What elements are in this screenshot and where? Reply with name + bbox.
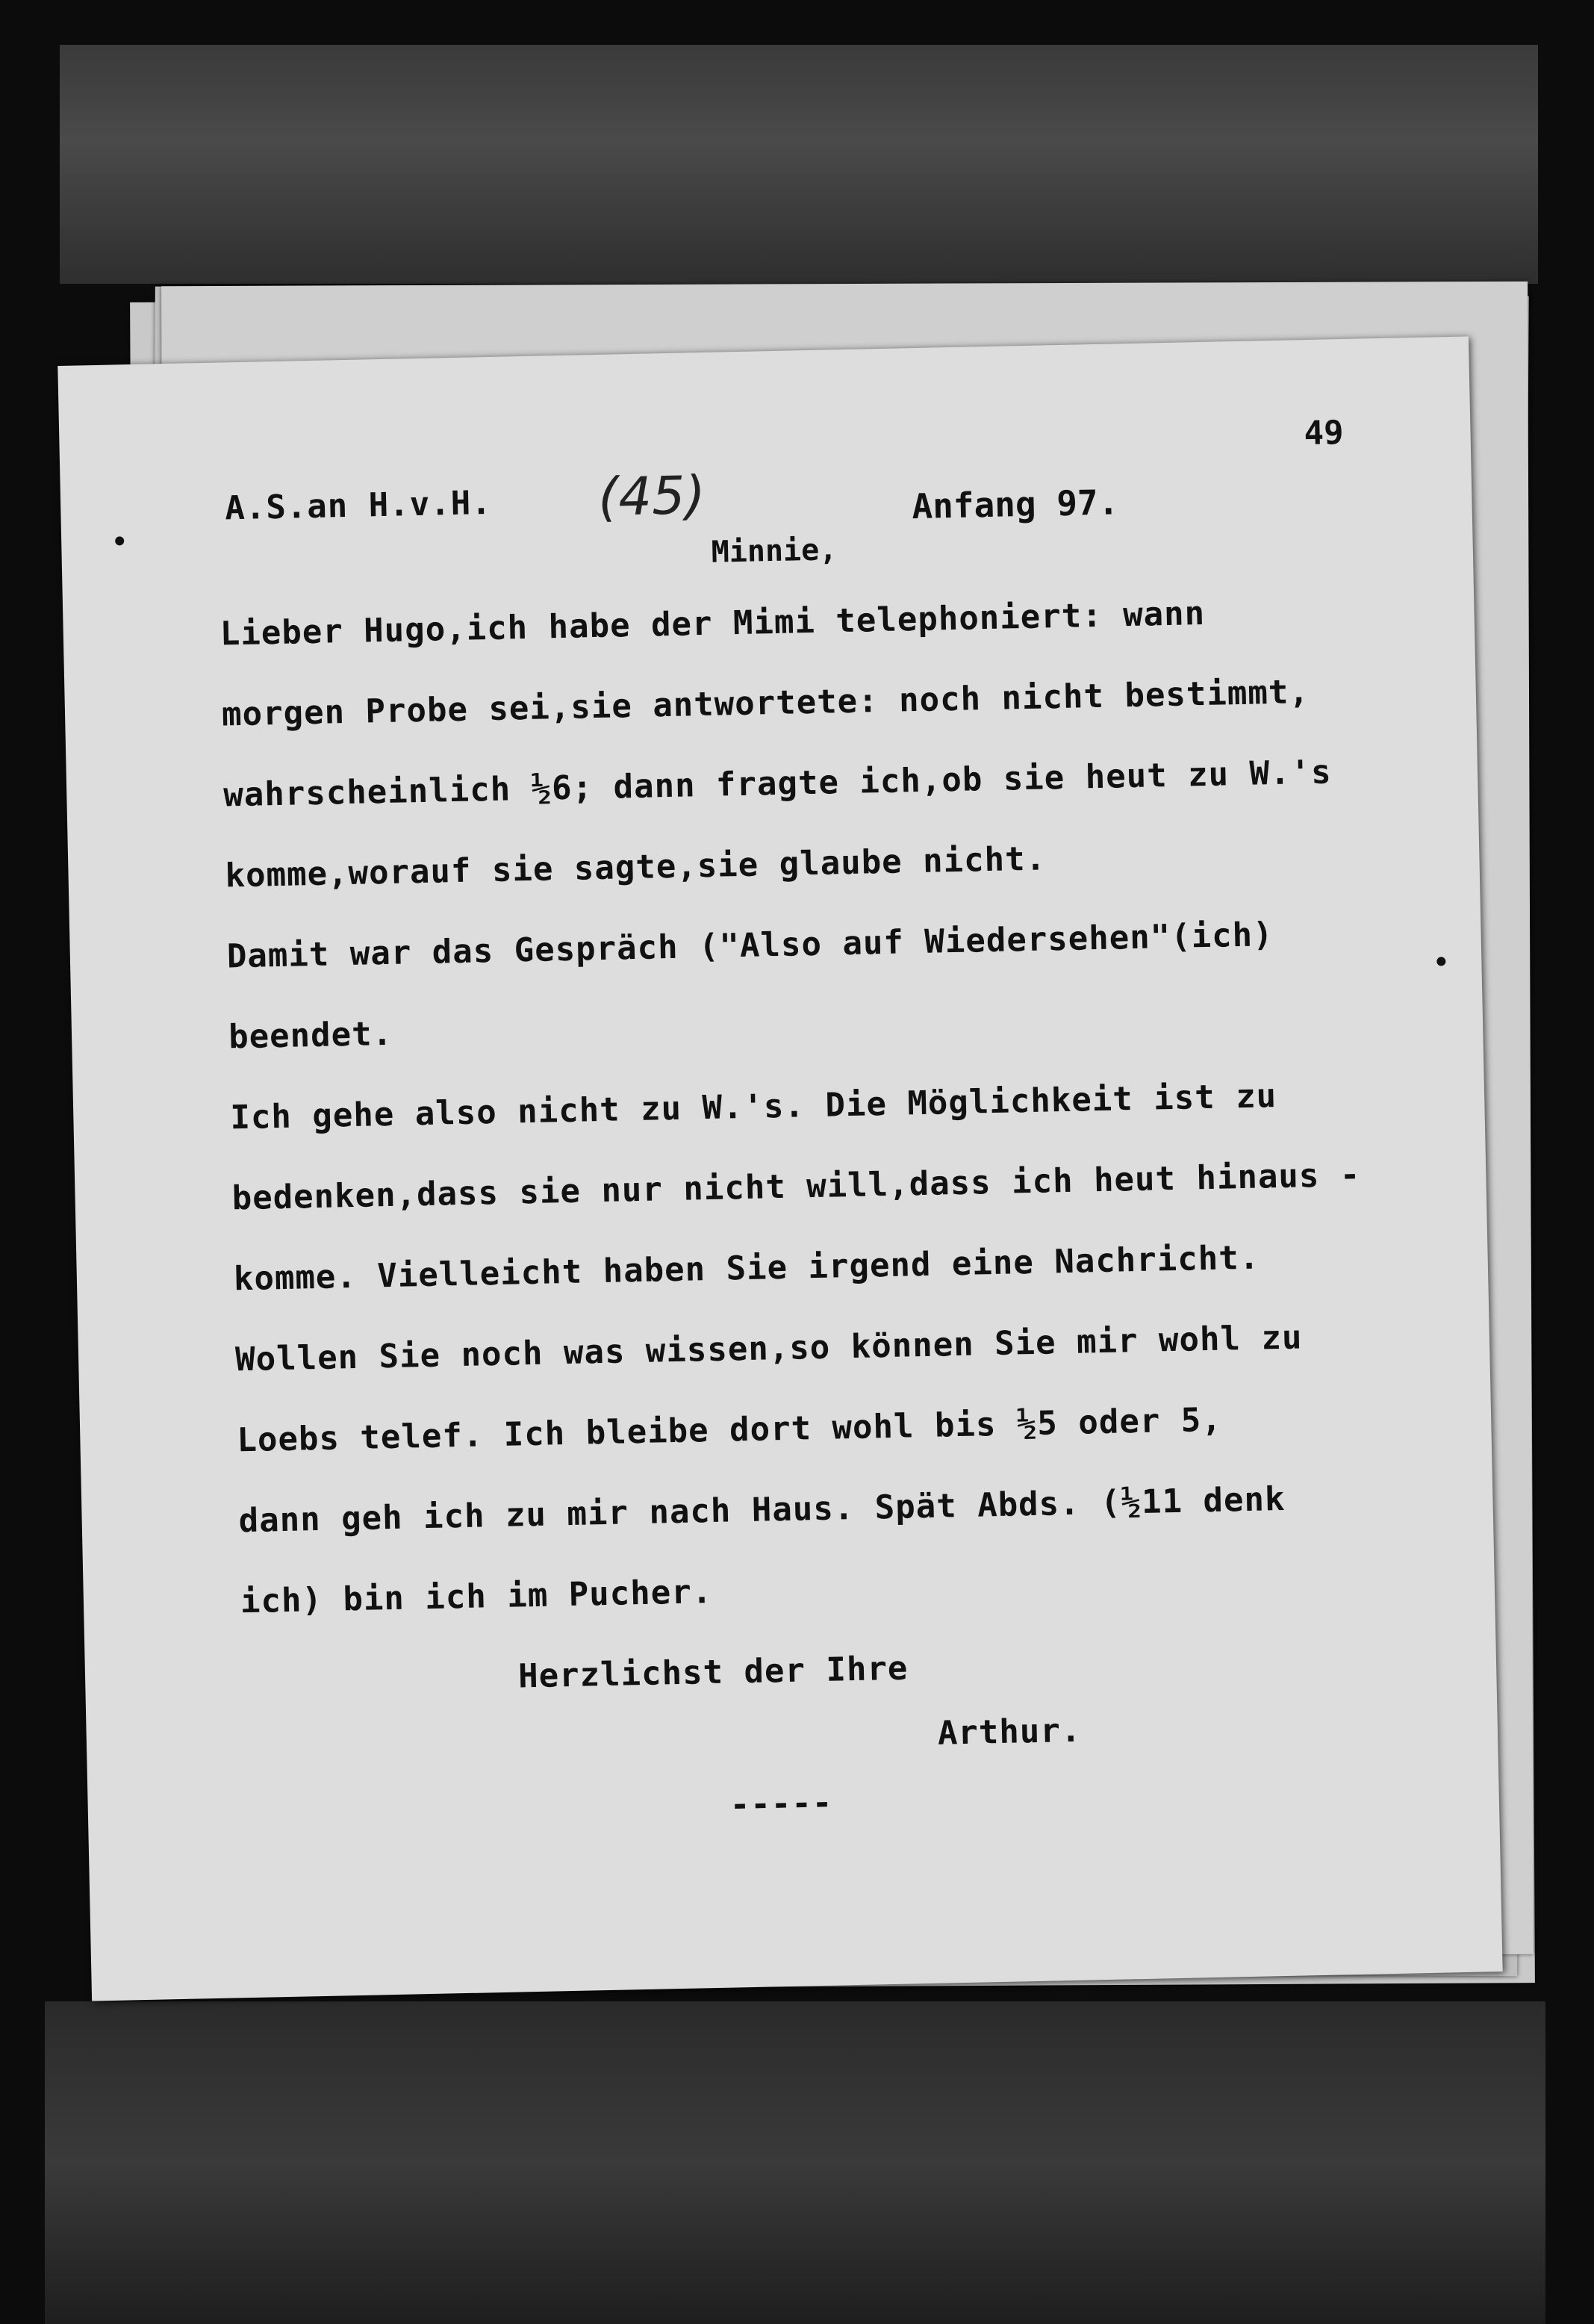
ink-mark	[115, 536, 124, 545]
text-line: morgen Probe sei,sie antwortete: noch nicht bestimmt,	[221, 673, 1310, 734]
letter-page	[57, 336, 1502, 2001]
text-line: ich) bin ich im Pucher.	[240, 1573, 713, 1621]
page-number: 49	[1304, 413, 1345, 453]
text-line: Damit war das Gespräch ("Also auf Wiedersehen"(ich)	[226, 916, 1274, 976]
scan-background-top	[60, 45, 1538, 284]
signature: Arthur.	[937, 1711, 1082, 1753]
handwritten-insertion: Minnie,	[711, 532, 838, 570]
text-line: wahrscheinlich ½6; dann fragte ich,ob sie heut zu W.'s	[222, 753, 1333, 815]
text-line: bedenken,dass sie nur nicht will,dass ich heut hinaus -	[231, 1155, 1361, 1218]
text-line: beendet.	[228, 1014, 393, 1057]
text-line: Wollen Sie noch was wissen,so können Sie mir wohl zu	[234, 1318, 1303, 1379]
text-line: komme. Vielleicht haben Sie irgend eine Nachricht.	[233, 1238, 1260, 1299]
closing-formula: Herzlichst der Ihre	[517, 1649, 909, 1696]
addressee-header: A.S.an H.v.H.	[224, 483, 493, 528]
handwritten-archive-number: (45)	[597, 464, 706, 528]
text-line: Loebs telef. Ich bleibe dort wohl bis ½5 oder 5,	[236, 1400, 1223, 1460]
text-line: dann geh ich zu mir nach Haus. Spät Abds. (½11 denk	[238, 1479, 1286, 1541]
scan-background-bottom	[45, 2001, 1545, 2324]
text-line: Lieber Hugo,ich habe der Mimi telephoniert: wann	[220, 594, 1206, 653]
date-line: Anfang 97.	[911, 482, 1119, 527]
ink-mark	[1436, 957, 1445, 966]
separator-dashes: -----	[729, 1783, 833, 1824]
text-line: Ich gehe also nicht zu W.'s. Die Möglichkeit ist zu	[229, 1077, 1277, 1137]
letter-body	[220, 570, 1410, 1834]
text-line: komme,worauf sie sagte,sie glaube nicht.	[225, 839, 1047, 895]
